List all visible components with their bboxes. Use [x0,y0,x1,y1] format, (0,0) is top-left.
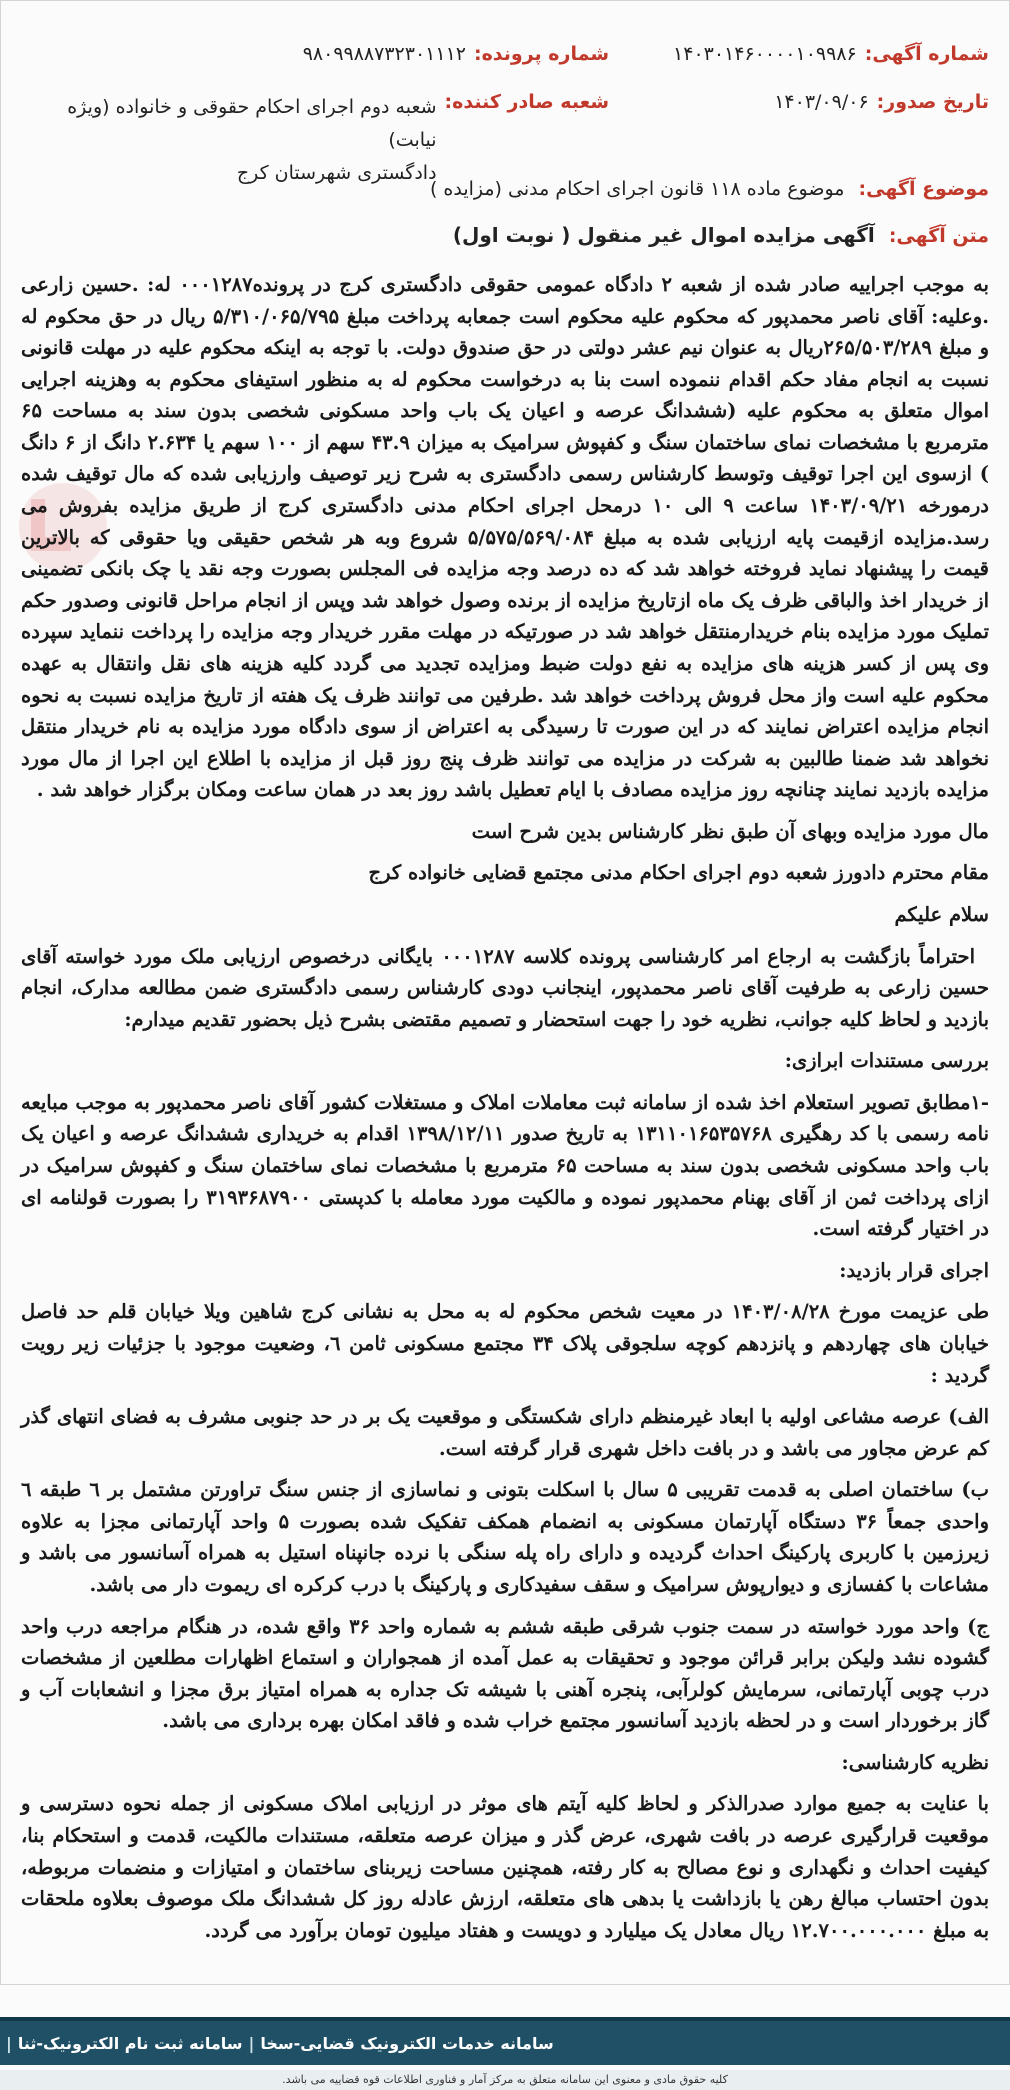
body-paragraph-main: به موجب اجراییه صادر شده از شعبه ۲ دادگاه عمومی حقوقی دادگستری کرج در پرونده۰۰۰۱۲۸۷ له: .حسین زارعی .وعلیه: آقای ناصر محمدپور که محکوم علیه محکوم است جمعابه پرداخت مبلغ ۵/۳۱۰/۰۶۵/۷۹۵ ریال در حق محکوم له و مبلغ ۲۶۵/۵۰۳/۲۸۹ریال به عنوان نیم عشر دولتی در حق صندوق دولت. با توجه به اینکه محکوم علیه در مهلت قانونی نسبت به انجام مفاد حکم اقدام ننموده است بنا به درخواست محکوم له به منظور استیفای محکوم به وهزینه اجرایی اموال متعلق به محکوم علیه (ششدانگ عرصه و اعیان یک باب واحد مسکونی شخصی بدون سند به مساحت ۶۵ مترمربع با مشخصات نمای ساختمان سنگ و کفپوش سرامیک به میزان ۴۳.۹ سهم از ۱۰۰ سهم یا ۲.۶۳۴ دانگ از ۶ دانگ ) ازسوی این اجرا توقیف وتوسط کارشناس رسمی دادگستری به شرح زیر توصیف وارزیابی شده که مال توقیف شده درمورخه ۱۴۰۳/۰۹/۲۱ ساعت ۹ الی ۱۰ درمحل اجرای احکام مدنی دادگستری کرج از طریق مزایده بفروش می رسد.مزایده ازقیمت پایه ارزیابی شده به مبلغ ۵/۵۷۵/۵۶۹/۰۸۴ شروع وبه هر شخص حقیقی ویا حقوقی که بالاترین قیمت را پیشنهاد نماید فروخته خواهد شد که ده درصد وجه مزایده فی المجلس بصورت وجه نقد یا چک بانکی تضمینی از خریدار اخذ والباقی ظرف یک ماه ازتاریخ مزایده از برنده وصول خواهد شد وپس از انجام مراحل قانونی وصدور حکم تملیک مورد مزایده بنام خریدارمنتقل خواهد شد در صورتیکه در مهلت مقرر خریدار وجه مزایده را پرداخت ننماید سپرده وی پس از کسر هزینه های مزایده به نفع دولت ضبط ومزایده تجدید می گردد کلیه هزینه های نقل وانتقال به عهده محکوم علیه است واز محل فروش پرداخت خواهد شد .طرفین می توانند ظرف یک هفته از تاریخ مزایده نسبت به نحوه انجام مزایده اعتراض نمایند که در این صورت تا رسیدگی به اعتراض از سوی دادگاه مورد مزایده به نام خریدار منتقل نخواهد شد ضمنا طالبین به شرکت در مزایده می توانند ظرف پنج روز قبل از مزایده با اطلاع این اجرا از مال مورد مزایده بازدید نمایند چنانچه روز مزایده مصادف با ایام تعطیل باشد روز بعد در همان ساعت ومکان برگزار خواهد شد . [21,273,989,802]
issuer-label: شعبه صادر کننده: [444,91,609,113]
footer-separator-2: | [6,2033,12,2053]
notice-body [21,269,989,1956]
issuer-field [21,91,609,190]
body-paragraph-visit: طی عزیمت مورخ ۱۴۰۳/۰۸/۲۸ در معیت شخص محکوم له به محل به نشانی کرج شاهین ویلا خیابان قلم حد فاصل خیابان های چهاردهم و پانزدهم کوچه سلجوقی پلاک ۳۴ مجتمع مسکونی ثامن ٦، وضعیت موجود با جزئیات زیر رویت گردید : [21,1300,990,1387]
subject-row [21,178,989,200]
body-paragraph-greeting: سلام علیکم [894,902,989,926]
body-paragraph-item-b: ب) ساختمان اصلی به قدمت تقریبی ۵ سال با اسکلت بتونی و نماسازی از جنس سنگ تراورتن مشتمل بر ٦ طبقه ٦ واحدی جمعاً ۳۶ دستگاه آپارتمان مسکونی به انضمام همکف تفکیک شده بصورت ۵ واحد آپارتمانی مجزا به علاوه زیرزمین با کاربری پارکینگ احداث گردیده و دارای راه پله سنگی با نرده جانپناه استیل به همراه آسانسور می باشد و مشاعات با کفسازی و دیوارپوش سرامیک و سقف سفیدکاری و پارکینگ با درب کرکره ای ریموت دار می باشد. [21,1478,989,1596]
issuer-value [21,91,437,190]
notice-text-label: متن آگهی: [888,225,989,247]
body-section-documents: بررسی مستندات ابرازی: [784,1049,989,1073]
body-section-opinion: نظریه کارشناسی: [841,1750,989,1774]
body-paragraph-heading: مال مورد مزایده وبهای آن طبق نظر کارشناس بدین شرح است [471,819,989,843]
subject-label: موضوع آگهی: [858,178,989,200]
body-section-visit: اجرای قرار بازدید: [839,1258,989,1282]
case-number-label: شماره پرونده: [473,43,609,65]
footer-copyright: کلیه حقوق مادی و معنوی این سامانه متعلق به مرکز آمار و فناوری اطلاعات قوه قضاییه می باشد. [0,2070,1010,2090]
footer-link-sakha[interactable]: سامانه خدمات الکترونیک قضایی-سخا [260,2033,554,2053]
body-paragraph-item-a: الف) عرصه مشاعی اولیه با ابعاد غیرمنظم دارای شکستگی و موقعیت یک بر در حد جنوبی مشرف به فضای انتهای گذر کم عرض مجاور می باشد و در بافت داخل شهری قرار گرفته است. [21,1405,989,1460]
issue-date-value: ۱۴۰۳/۰۹/۰۶ [774,91,869,113]
issuer-line-2: دادگستری شهرستان کرج [236,162,437,184]
notice-text-title-row [21,223,989,247]
body-paragraph-addressee: مقام محترم دادورز شعبه دوم اجرای احکام مدنی مجتمع قضایی خانواده کرج [368,861,989,885]
issue-date-field [609,91,989,113]
meta-row-1 [21,43,989,65]
case-number-field [21,43,609,65]
body-paragraph-documents: -۱مطابق تصویر استعلام اخذ شده از سامانه ثبت معاملات املاک و مستغلات کشور آقای ناصر محمدپور به موجب مبایعه نامه رسمی با کد رهگیری ۱۳۱۱۰۱۶۵۳۵۷۶۸ به تاریخ صدور ۱۳۹۸/۱۲/۱۱ اقدام به خریداری ششدانگ عرصه و اعیان یک باب واحد مسکونی شخصی بدون سند به مساحت ۶۵ مترمربع با مشخصات نمای ساختمان سنگ و کفپوش سرامیک در ازای پرداخت ثمن از آقای بهنام محمدپور نموده و مالکیت مورد معامله با کدپستی ۳۱۹۳۶۸۷۹۰۰ را بصورت قولنامه ای در اختیار گرفته است. [21,1090,989,1241]
notice-number-label: شماره آگهی: [864,43,989,65]
body-paragraph-intro: احتراماً بازگشت به ارجاع امر کارشناسی پرونده کلاسه ۰۰۰۱۲۸۷ بایگانی درخصوص ارزیابی ملک مورد خواسته آقای حسین زارعی به طرفیت آقای ناصر محمدپور، اینجانب دودی کارشناس رسمی دادگستری ضمن مطالعه مدارک، انجام بازدید و لحاظ کلیه جوانب، نظریه خود را جهت استحضار و تصمیم مقتضی بشرح ذیل بحضور تقدیم میدارم: [21,944,989,1031]
notice-number-value: ۱۴۰۳۰۱۴۶۰۰۰۰۱۰۹۹۸۶ [673,43,857,65]
meta-row-2 [21,91,989,190]
subject-value: موضوع ماده ۱۱۸ قانون اجرای احکام مدنی (مزایده ) [429,178,845,200]
notice-text-title: آگهی مزایده اموال غیر منقول ( نوبت اول) [452,223,875,247]
case-number-value: ۹۸۰۹۹۸۸۷۳۲۳۰۱۱۱۲ [302,43,466,65]
notice-number-field [609,43,989,65]
body-paragraph-opinion: با عنایت به جمیع موارد صدرالذکر و لحاظ کلیه آیتم های موثر در ارزیابی املاک مسکونی از جمله نحوه دسترسی و موقعیت قرارگیری عرصه در بافت شهری، عرض گذر و میزان عرصه متعلقه، مستندات مالکیت، قدمت و استحکام بنا، کیفیت احداث و نگهداری و نوع مصالح به کار رفته، همچنین مساحت زیربنای ساختمان و امتیازات و منضمات مربوطه، بدون احتساب مبالغ رهن یا بازداشت یا بدهی های متعلقه، ارزش عادله روز کل ششدانگ ملک موصوف بعلاوه ملحقات به مبلغ ۱۲.۷۰۰.۰۰۰.۰۰۰ ریال معادل یک میلیارد و دویست و هفتاد میلیون تومان برآورد می گردد. [21,1792,989,1942]
body-paragraph-item-c: ج) واحد مورد خواسته در سمت جنوب شرقی طبقه ششم به شماره واحد ۳۶ واقع شده، در هنگام مراجعه درب واحد گشوده نشد ولیکن برابر قرائن موجود و تحقیقات به عمل آمده از همجواران و استماع اظهارات مطلعین از مشخصات درب چوبی آپارتمانی، سرمایش کولرآبی، پنجره آهنی با شیشه تک جداره به همراه امتیاز برق مجزا و انشعابات آب و گاز برخوردار است و در لحظه بازدید آسانسور مجتمع خراب شده و فاقد امکان بهره برداری می باشد. [21,1614,989,1733]
footer-link-sana[interactable]: سامانه ثبت نام الکترونیک-ثنا [17,2033,243,2053]
footer-bar [0,2017,1010,2065]
issue-date-label: تاریخ صدور: [876,91,989,113]
issuer-line-1: شعبه دوم اجرای احکام حقوقی و خانواده (ویژه نیابت) [67,96,437,151]
footer-separator: | [248,2033,255,2053]
